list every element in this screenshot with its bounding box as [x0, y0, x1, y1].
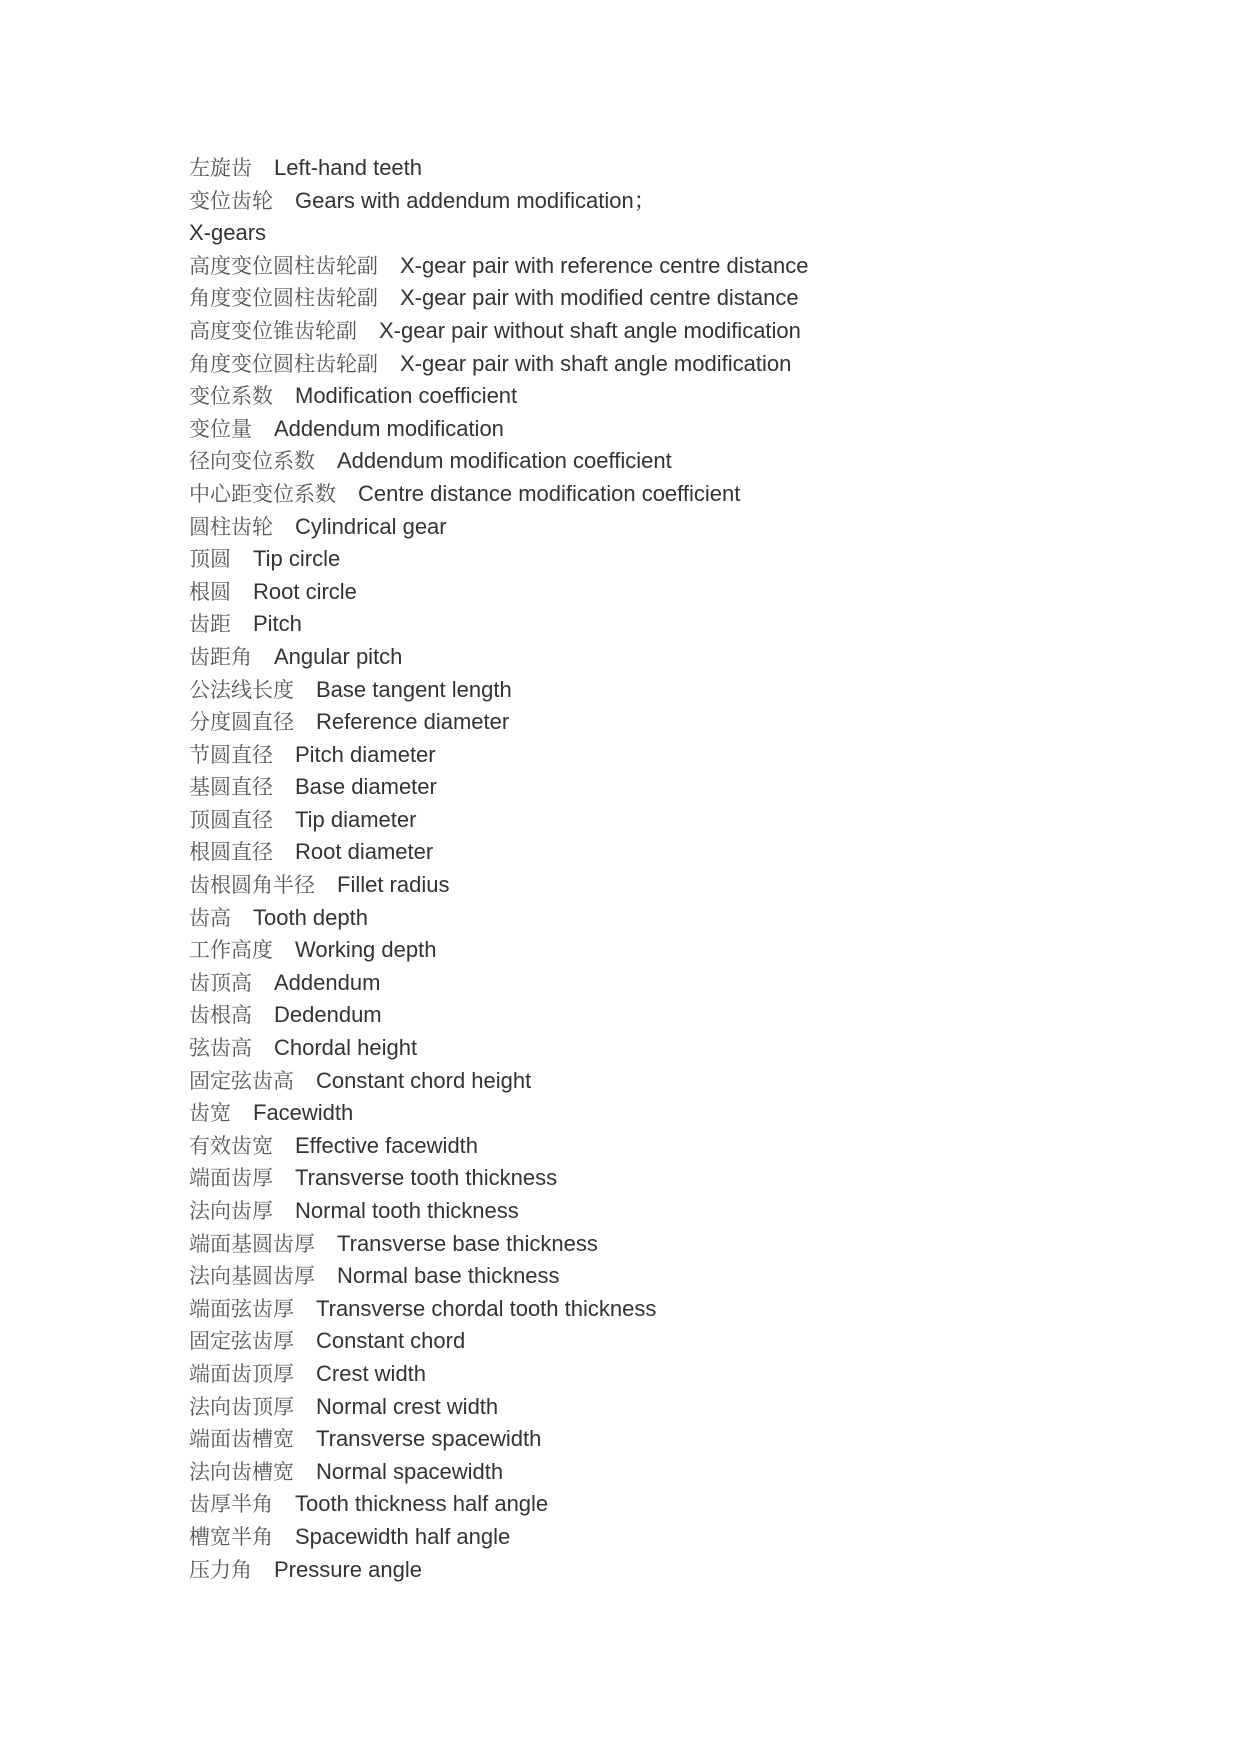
english-term: Chordal height: [274, 1035, 418, 1061]
english-term: Reference diameter: [316, 709, 510, 735]
glossary-entry: [189, 1130, 1089, 1163]
english-term: Pitch diameter: [295, 741, 436, 767]
chinese-term: 有效齿宽: [189, 1133, 273, 1158]
chinese-term: 根圆: [189, 579, 231, 604]
english-term: X-gear pair with reference centre distance: [400, 252, 809, 278]
english-term: Root diameter: [295, 839, 434, 865]
chinese-term: 端面基圆齿厚: [189, 1231, 315, 1256]
chinese-term: 法向齿槽宽: [189, 1459, 294, 1484]
chinese-term: 分度圆直径: [189, 710, 294, 735]
english-term: Left-hand teeth: [274, 155, 423, 180]
chinese-term: 端面齿厚: [189, 1166, 273, 1191]
glossary-entry: [189, 1162, 1089, 1195]
chinese-term: 圆柱齿轮: [189, 514, 273, 539]
chinese-term: 固定弦齿高: [189, 1068, 294, 1093]
glossary-entry: [189, 1554, 1089, 1587]
chinese-term: 法向基圆齿厚: [189, 1264, 315, 1289]
english-term: Addendum modification: [274, 415, 504, 441]
english-term: Tooth thickness half angle: [295, 1491, 549, 1517]
english-term: Facewidth: [253, 1100, 354, 1126]
glossary-entry: [189, 1065, 1089, 1098]
glossary-entry: [189, 1423, 1089, 1456]
glossary-entry: [189, 641, 1089, 674]
english-term: X-gear pair without shaft angle modification: [379, 317, 801, 343]
glossary-entry: [189, 934, 1089, 967]
chinese-term: 槽宽半角: [189, 1524, 273, 1549]
glossary-entry: [189, 185, 1089, 218]
english-term: Dedendum: [274, 1002, 382, 1028]
glossary-entry: [189, 1358, 1089, 1391]
chinese-term: 角度变位圆柱齿轮副: [189, 351, 378, 376]
glossary-entry: [189, 1260, 1089, 1293]
glossary-entry: [189, 804, 1089, 837]
chinese-term: 变位系数: [189, 384, 273, 409]
english-term: Crest width: [316, 1360, 427, 1386]
english-term: Root circle: [253, 578, 357, 604]
glossary-entry: [189, 282, 1089, 315]
glossary-entry: [189, 1293, 1089, 1326]
english-term: Pressure angle: [274, 1556, 422, 1582]
english-term: Normal tooth thickness: [295, 1198, 519, 1223]
chinese-term: 齿根圆角半径: [189, 873, 315, 898]
glossary-entry: [189, 836, 1089, 869]
glossary-entry: [189, 152, 1089, 185]
glossary-entry: [189, 1195, 1089, 1228]
chinese-term: 压力角: [189, 1557, 252, 1582]
chinese-term: 齿距: [189, 612, 231, 637]
english-term: Transverse base thickness: [337, 1230, 598, 1256]
chinese-term: 角度变位圆柱齿轮副: [189, 286, 378, 311]
english-term: X-gear pair with shaft angle modification: [400, 350, 792, 376]
glossary-entry: [189, 348, 1089, 381]
english-term: Cylindrical gear: [295, 513, 447, 539]
glossary-entry: [189, 1325, 1089, 1358]
chinese-term: 法向齿顶厚: [189, 1394, 294, 1419]
glossary-entry: [189, 445, 1089, 478]
glossary-entry: [189, 739, 1089, 772]
glossary-entry: [189, 1391, 1089, 1424]
glossary-entry: [189, 706, 1089, 739]
glossary-entry: [189, 380, 1089, 413]
glossary-entry: [189, 576, 1089, 609]
english-term: Constant chord height: [316, 1067, 532, 1093]
glossary-entry: [189, 999, 1089, 1032]
english-term: Pitch: [253, 611, 302, 637]
chinese-term: 顶圆: [189, 547, 231, 572]
glossary-entry: [189, 902, 1089, 935]
chinese-term: 左旋齿: [189, 156, 252, 180]
english-term: Transverse chordal tooth thickness: [316, 1295, 657, 1321]
english-term: X-gears: [189, 220, 267, 246]
chinese-term: 端面齿槽宽: [189, 1427, 294, 1452]
glossary-entry: [189, 511, 1089, 544]
glossary-entry: [189, 1032, 1089, 1065]
chinese-term: 齿宽: [189, 1101, 231, 1126]
glossary-entry: [189, 869, 1089, 902]
chinese-term: 固定弦齿厚: [189, 1329, 294, 1354]
english-term: Transverse spacewidth: [316, 1426, 542, 1452]
english-term: Base diameter: [295, 774, 437, 800]
chinese-term: 工作高度: [189, 938, 273, 963]
chinese-term: 齿顶高: [189, 970, 252, 995]
chinese-term: 节圆直径: [189, 742, 273, 767]
chinese-term: 齿根高: [189, 1003, 252, 1028]
chinese-term: 高度变位圆柱齿轮副: [189, 253, 378, 278]
glossary-entry: [189, 1097, 1089, 1130]
english-term: Modification coefficient: [295, 383, 518, 409]
english-term: Normal base thickness: [337, 1263, 560, 1289]
chinese-term: 径向变位系数: [189, 449, 315, 474]
chinese-term: 公法线长度: [189, 677, 294, 702]
chinese-term: 端面齿顶厚: [189, 1361, 294, 1386]
chinese-term: 齿厚半角: [189, 1492, 273, 1517]
english-term: Working depth: [295, 937, 437, 963]
glossary-entry: [189, 413, 1089, 446]
glossary-entry: [189, 478, 1089, 511]
english-term: Addendum: [274, 969, 381, 995]
english-term: Normal spacewidth: [316, 1458, 504, 1484]
glossary-entry: [189, 217, 1089, 250]
glossary-entry: [189, 608, 1089, 641]
english-term: Addendum modification coefficient: [337, 448, 672, 474]
glossary-entry: [189, 1488, 1089, 1521]
chinese-term: 端面弦齿厚: [189, 1296, 294, 1321]
glossary-entry: [189, 1521, 1089, 1554]
chinese-term: 顶圆直径: [189, 807, 273, 832]
english-term: Centre distance modification coefficient: [358, 480, 741, 506]
english-term: Base tangent length: [316, 676, 512, 702]
chinese-term: 弦齿高: [189, 1036, 252, 1061]
glossary-entry: [189, 315, 1089, 348]
glossary-entry: [189, 1228, 1089, 1261]
glossary-entry: [189, 1456, 1089, 1489]
glossary-entry: [189, 250, 1089, 283]
english-term: Tip diameter: [295, 806, 417, 832]
english-term: Gears with addendum modification；: [295, 187, 656, 213]
chinese-term: 法向齿厚: [189, 1199, 273, 1223]
english-term: Fillet radius: [337, 872, 450, 898]
english-term: Transverse tooth thickness: [295, 1165, 558, 1191]
chinese-term: 变位量: [189, 416, 252, 441]
glossary-entry: [189, 674, 1089, 707]
glossary-list: [189, 152, 1089, 1586]
english-term: Tip circle: [253, 546, 341, 572]
glossary-entry: [189, 967, 1089, 1000]
glossary-entry: [189, 771, 1089, 804]
english-term: Angular pitch: [274, 643, 403, 669]
english-term: Normal crest width: [316, 1393, 499, 1419]
chinese-term: 齿高: [189, 905, 231, 930]
chinese-term: 高度变位锥齿轮副: [189, 318, 357, 343]
english-term: Spacewidth half angle: [295, 1523, 511, 1549]
english-term: Effective facewidth: [295, 1132, 479, 1158]
chinese-term: 中心距变位系数: [189, 481, 336, 506]
chinese-term: 根圆直径: [189, 840, 273, 865]
chinese-term: 齿距角: [189, 644, 252, 669]
english-term: Tooth depth: [253, 904, 368, 930]
english-term: Constant chord: [316, 1328, 466, 1354]
english-term: X-gear pair with modified centre distance: [400, 285, 799, 311]
glossary-entry: [189, 543, 1089, 576]
chinese-term: 变位齿轮: [189, 188, 273, 213]
chinese-term: 基圆直径: [189, 775, 273, 800]
